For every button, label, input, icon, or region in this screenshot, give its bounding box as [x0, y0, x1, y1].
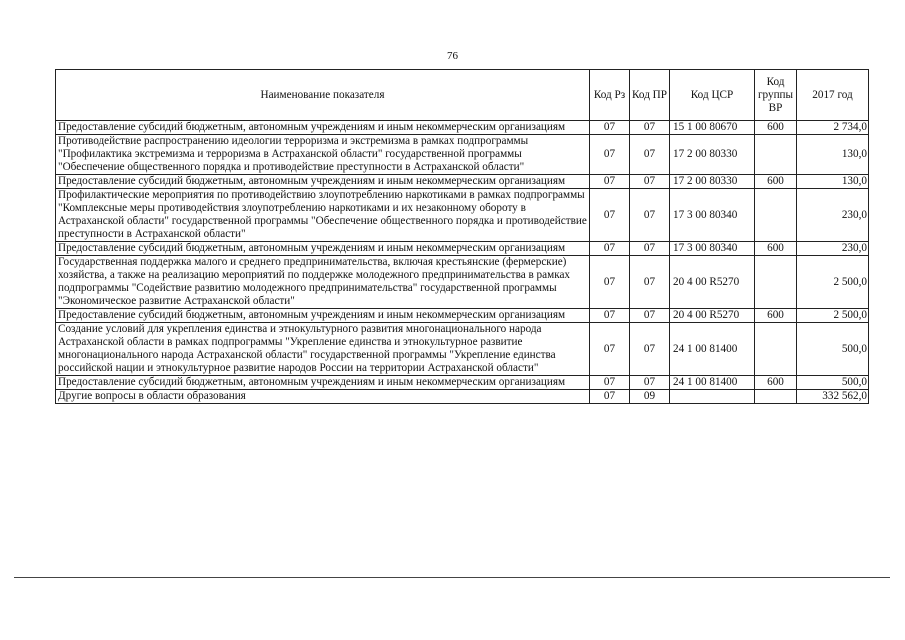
- row-amount: 2 500,0: [797, 309, 869, 323]
- row-csr: 17 3 00 80340: [670, 189, 755, 242]
- row-rz: 07: [590, 189, 630, 242]
- page-number: 76: [447, 50, 458, 62]
- header-name: Наименование показателя: [56, 70, 590, 121]
- row-vr: 600: [755, 121, 797, 135]
- header-pr: Код ПР: [630, 70, 670, 121]
- row-amount: 332 562,0: [797, 390, 869, 404]
- row-pr: 07: [630, 309, 670, 323]
- row-csr: 24 1 00 81400: [670, 376, 755, 390]
- row-name: Предоставление субсидий бюджетным, автономным учреждениям и иным некоммерческим организациям: [56, 121, 590, 135]
- table-row: [56, 175, 869, 189]
- row-pr: 07: [630, 256, 670, 309]
- row-amount: 130,0: [797, 135, 869, 175]
- table-row: [56, 323, 869, 376]
- row-vr: [755, 390, 797, 404]
- header-csr: Код ЦСР: [670, 70, 755, 121]
- row-name: Создание условий для укрепления единства и этнокультурного развития многонационального народа Астраханской области в рамках подпрограммы "Укрепление единства и этнокультурное развитие многонационального народа Астраханской области" государственной программы "Укрепление единства российской нации и этнокультурное развитие народов России на территории Астраханской области": [56, 323, 590, 376]
- row-amount: 2 734,0: [797, 121, 869, 135]
- row-name: Предоставление субсидий бюджетным, автономным учреждениям и иным некоммерческим организациям: [56, 309, 590, 323]
- row-name: Другие вопросы в области образования: [56, 390, 590, 404]
- row-vr: [755, 323, 797, 376]
- row-pr: 07: [630, 323, 670, 376]
- row-vr: 600: [755, 242, 797, 256]
- table-row: [56, 121, 869, 135]
- row-name: Профилактические мероприятия по противодействию злоупотреблению наркотиками в рамках подпрограммы "Комплексные меры противодействия злоупотреблению наркотиками и их незаконному обороту в Астраханской области" государственной программы "Обеспечение общественного порядка и противодействие преступности в Астраханской области": [56, 189, 590, 242]
- table-row: [56, 309, 869, 323]
- row-rz: 07: [590, 242, 630, 256]
- row-amount: 500,0: [797, 323, 869, 376]
- row-amount: 230,0: [797, 242, 869, 256]
- row-vr: [755, 256, 797, 309]
- row-vr: 600: [755, 175, 797, 189]
- row-csr: 17 3 00 80340: [670, 242, 755, 256]
- row-vr: 600: [755, 376, 797, 390]
- row-name: Противодействие распространению идеологии терроризма и экстремизма в рамках подпрограммы "Профилактика экстремизма и терроризма в Астраханской области" государственной программы "Обеспечение общественного порядка и противодействие преступности в Астраханской области": [56, 135, 590, 175]
- row-vr: [755, 189, 797, 242]
- row-csr: 20 4 00 R5270: [670, 256, 755, 309]
- row-pr: 07: [630, 189, 670, 242]
- table-row: [56, 135, 869, 175]
- row-csr: 15 1 00 80670: [670, 121, 755, 135]
- table-row: [56, 242, 869, 256]
- row-pr: 07: [630, 135, 670, 175]
- header-rz: Код Рз: [590, 70, 630, 121]
- row-name: Предоставление субсидий бюджетным, автономным учреждениям и иным некоммерческим организациям: [56, 242, 590, 256]
- row-vr: [755, 135, 797, 175]
- table-row: [56, 189, 869, 242]
- row-pr: 07: [630, 175, 670, 189]
- row-rz: 07: [590, 256, 630, 309]
- row-rz: 07: [590, 121, 630, 135]
- table-row: [56, 376, 869, 390]
- row-amount: 230,0: [797, 189, 869, 242]
- row-csr: 24 1 00 81400: [670, 323, 755, 376]
- row-csr: 17 2 00 80330: [670, 135, 755, 175]
- row-name: Предоставление субсидий бюджетным, автономным учреждениям и иным некоммерческим организациям: [56, 376, 590, 390]
- header-year: 2017 год: [797, 70, 869, 121]
- table-header-row: [56, 70, 869, 121]
- row-rz: 07: [590, 175, 630, 189]
- row-pr: 07: [630, 121, 670, 135]
- row-amount: 2 500,0: [797, 256, 869, 309]
- row-pr: 07: [630, 376, 670, 390]
- row-pr: 07: [630, 242, 670, 256]
- row-name: Государственная поддержка малого и среднего предпринимательства, включая крестьянские (фермерские) хозяйства, а также на реализацию мероприятий по поддержке молодежного предпринимательства в рамках подпрограммы "Содействие развитию молодежного предпринимательства" государственной программы "Экономическое развитие Астраханской области": [56, 256, 590, 309]
- table-row: [56, 256, 869, 309]
- row-csr: 20 4 00 R5270: [670, 309, 755, 323]
- row-csr: 17 2 00 80330: [670, 175, 755, 189]
- header-vr: Код группы ВР: [755, 70, 797, 121]
- row-amount: 500,0: [797, 376, 869, 390]
- row-csr: [670, 390, 755, 404]
- row-rz: 07: [590, 135, 630, 175]
- budget-table: [55, 69, 869, 404]
- table-row: [56, 390, 869, 404]
- row-rz: 07: [590, 323, 630, 376]
- row-name: Предоставление субсидий бюджетным, автономным учреждениям и иным некоммерческим организациям: [56, 175, 590, 189]
- bottom-rule: [14, 577, 890, 578]
- row-amount: 130,0: [797, 175, 869, 189]
- row-rz: 07: [590, 390, 630, 404]
- row-rz: 07: [590, 376, 630, 390]
- row-vr: 600: [755, 309, 797, 323]
- row-pr: 09: [630, 390, 670, 404]
- row-rz: 07: [590, 309, 630, 323]
